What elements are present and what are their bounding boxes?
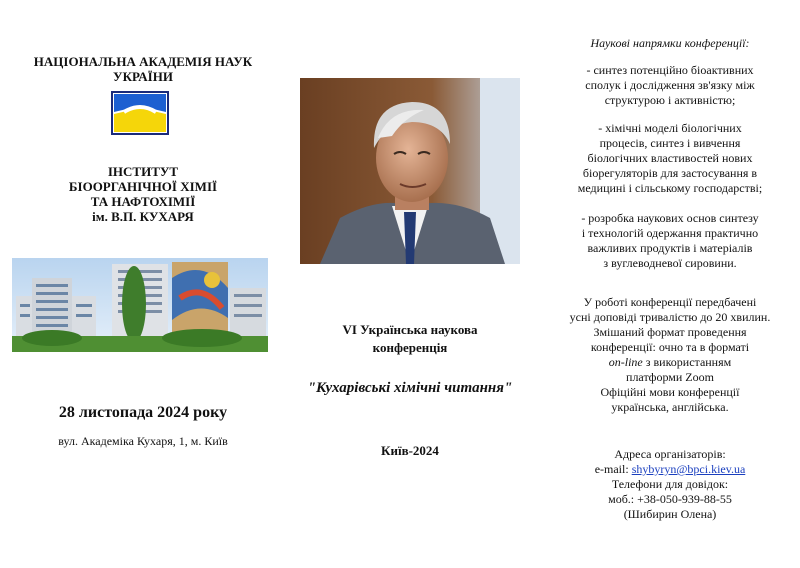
organizers-address-heading: Адреса організаторів: <box>614 447 726 461</box>
email-label: e-mail: <box>594 462 632 476</box>
online-italic: on-line <box>608 355 643 369</box>
direction-line: сполук і дослідження зв'язку між <box>585 78 755 92</box>
institute-title-line1: ІНСТИТУТ <box>107 164 179 179</box>
format-line: платформи Zoom <box>626 370 714 384</box>
direction-line: - хімічні моделі біологічних <box>598 121 742 135</box>
conference-title <box>290 321 530 357</box>
institute-title-line2: БІООРГАНІЧНОЇ ХІМІЇ <box>68 179 218 194</box>
direction-line: медицині і сільському господарстві; <box>577 181 763 195</box>
academy-title-line2: УКРАЇНИ <box>113 69 173 84</box>
direction-line: - розробка наукових основ синтезу <box>581 211 759 225</box>
conference-address: вул. Академіка Кухаря, 1, м. Київ <box>58 434 228 448</box>
email-line <box>544 462 796 477</box>
format-line: усні доповіді тривалістю до 20 хвилин. <box>569 310 771 324</box>
institute-logo <box>110 90 170 136</box>
city-year: Київ-2024 <box>381 443 439 458</box>
phone-number: моб.: +38-050-939-88-55 <box>608 492 732 506</box>
right-panel <box>540 0 800 568</box>
institute-title <box>10 164 276 224</box>
middle-panel <box>280 0 540 568</box>
conference-name: "Кухарівські хімічні читання" <box>307 380 513 396</box>
format-line: У роботі конференції передбачені <box>583 295 757 309</box>
direction-line: - синтез потенційно біоактивних <box>586 63 754 77</box>
left-panel <box>0 0 280 568</box>
direction-line: важливих продуктів і матеріалів <box>587 241 753 255</box>
direction-line: біорегуляторів для застосування в <box>582 166 758 180</box>
phones-heading: Телефони для довідок: <box>611 477 729 491</box>
direction-line: процесів, синтез і вивчення <box>599 136 741 150</box>
contacts-block <box>544 447 796 522</box>
format-line: українська, англійська. <box>611 400 729 414</box>
direction-item <box>550 121 790 196</box>
direction-line: і технологій одержання практично <box>581 226 759 240</box>
direction-line: біологічних властивостей нових <box>587 151 753 165</box>
direction-item <box>550 211 790 271</box>
conference-format <box>544 295 796 415</box>
format-line: конференції: очно та в форматі <box>590 340 750 354</box>
institute-title-line3: ТА НАФТОХІМІЇ <box>90 194 196 209</box>
institute-title-line4: ім. В.П. КУХАРЯ <box>92 209 194 224</box>
direction-line: структурою і активністю; <box>604 93 736 107</box>
institute-building-photo <box>12 258 268 352</box>
format-line: Офіційні мови конференції <box>600 385 740 399</box>
format-line <box>544 355 796 370</box>
academy-title-line1: НАЦІОНАЛЬНА АКАДЕМІЯ НАУК <box>33 54 253 69</box>
directions-heading: Наукові напрямки конференції: <box>590 36 750 50</box>
contact-person: (Шибирин Олена) <box>623 507 717 521</box>
academy-title <box>10 54 276 84</box>
format-line-rest: з використанням <box>642 355 732 369</box>
portrait-photo <box>300 78 520 264</box>
conference-title-line2: конференція <box>372 340 448 355</box>
direction-item <box>550 63 790 108</box>
conference-title-line1: VI Українська наукова <box>342 322 478 337</box>
direction-line: з вуглеводневої сировини. <box>603 256 737 270</box>
conference-date: 28 листопада 2024 року <box>58 404 228 421</box>
email-link[interactable]: shybyryn@bpci.kiev.ua <box>631 462 746 476</box>
format-line: Змішаний формат проведення <box>593 325 747 339</box>
